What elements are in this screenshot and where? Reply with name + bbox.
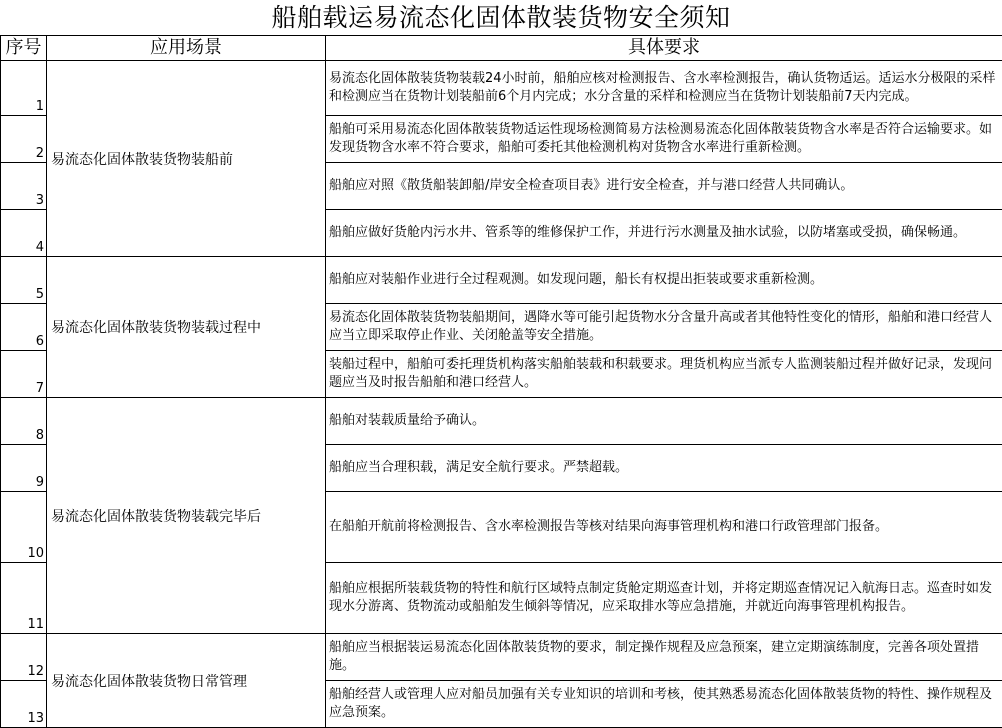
scene-cell: 易流态化固体散装货物装载完毕后 [47,398,326,634]
row-number: 12 [1,634,47,681]
table-row [1,257,1002,304]
row-number: 10 [1,492,47,563]
table-row [1,61,1002,116]
requirement-cell: 船舶应对装船作业进行全过程观测。如发现问题，船长有权提出拒装或要求重新检测。 [326,257,1002,304]
row-number: 5 [1,257,47,304]
requirement-cell: 船舶应根据所装载货物的特性和航行区域特点制定货舱定期巡查计划，并将定期巡查情况记入航海日志。巡查时如发现水分游离、货物流动或船舶发生倾斜等情况，应采取排水等应急措施，并就近向海事管理机构报告。 [326,563,1002,634]
requirement-cell: 船舶可采用易流态化固体散装货物适运性现场检测简易方法检测易流态化固体散装货物含水率是否符合运输要求。如发现货物含水率不符合要求，船舶可委托其他检测机构对货物含水率进行重新检测。 [326,116,1002,163]
safety-table [0,35,1002,728]
header-no: 序号 [1,36,47,61]
row-number: 13 [1,681,47,728]
requirement-cell: 船舶应做好货舱内污水井、管系等的维修保护工作，并进行污水测量及抽水试验，以防堵塞或受损，确保畅通。 [326,210,1002,257]
requirement-cell: 装船过程中，船舶可委托理货机构落实船舶装载和积载要求。理货机构应当派专人监测装船过程并做好记录，发现问题应当及时报告船舶和港口经营人。 [326,351,1002,398]
scene-cell: 易流态化固体散装货物装载过程中 [47,257,326,398]
row-number: 7 [1,351,47,398]
row-number: 6 [1,304,47,351]
row-number: 3 [1,163,47,210]
header-requirement: 具体要求 [326,36,1002,61]
table-row [1,634,1002,681]
requirement-cell: 船舶对装载质量给予确认。 [326,398,1002,445]
requirement-cell: 易流态化固体散装货物装船期间，遇降水等可能引起货物水分含量升高或者其他特性变化的情形，船舶和港口经营人应当立即采取停止作业、关闭舱盖等安全措施。 [326,304,1002,351]
table-header-row [1,36,1002,61]
page-title: 船舶载运易流态化固体散装货物安全须知 [0,0,1002,35]
requirement-cell: 船舶经营人或管理人应对船员加强有关专业知识的培训和考核，使其熟悉易流态化固体散装货物的特性、操作规程及应急预案。 [326,681,1002,728]
row-number: 2 [1,116,47,163]
header-scene: 应用场景 [47,36,326,61]
scene-cell: 易流态化固体散装货物装船前 [47,61,326,257]
scene-cell: 易流态化固体散装货物日常管理 [47,634,326,728]
table-row [1,398,1002,445]
requirement-cell: 易流态化固体散装货物装载24小时前，船舶应核对检测报告、含水率检测报告，确认货物适运。适运水分极限的采样和检测应当在货物计划装船前6个月内完成；水分含量的采样和检测应当在货物计划装船前7天内完成。 [326,61,1002,116]
row-number: 1 [1,61,47,116]
row-number: 4 [1,210,47,257]
row-number: 9 [1,445,47,492]
row-number: 8 [1,398,47,445]
requirement-cell: 船舶应当合理积载，满足安全航行要求。严禁超载。 [326,445,1002,492]
requirement-cell: 船舶应对照《散货船装卸船/岸安全检查项目表》进行安全检查，并与港口经营人共同确认。 [326,163,1002,210]
requirement-cell: 船舶应当根据装运易流态化固体散装货物的要求，制定操作规程及应急预案，建立定期演练制度，完善各项处置措施。 [326,634,1002,681]
requirement-cell: 在船舶开航前将检测报告、含水率检测报告等核对结果向海事管理机构和港口行政管理部门报备。 [326,492,1002,563]
row-number: 11 [1,563,47,634]
